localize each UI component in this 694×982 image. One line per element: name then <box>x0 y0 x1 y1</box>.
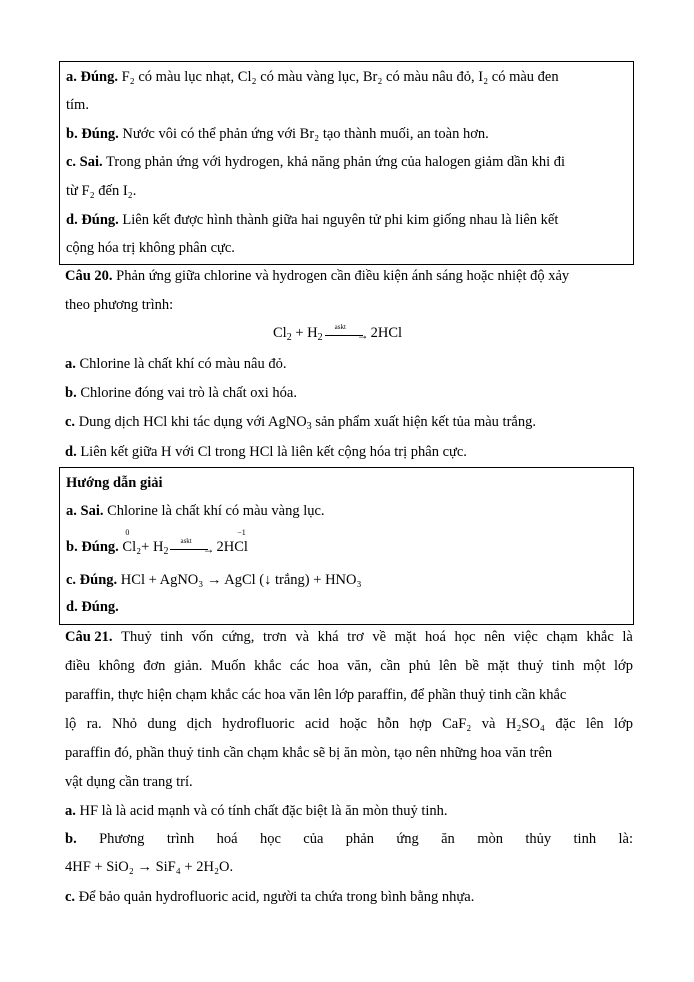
solution-d: d. Đúng. <box>66 599 119 615</box>
word: hoặc <box>339 716 367 732</box>
word: ăn <box>441 831 455 847</box>
word: đơn <box>143 658 166 674</box>
word: chạm <box>546 629 578 645</box>
word: cần <box>380 658 401 674</box>
word: CaF₂ <box>442 716 472 732</box>
question-21-option-b <box>65 830 633 848</box>
word: mặt <box>394 629 417 645</box>
solution-a: a. Sai. Chlorine là chất khí có màu vàng lục. <box>66 503 325 519</box>
word: b. <box>65 831 77 847</box>
solution-title: Hướng dẫn giải <box>66 475 163 491</box>
word: dịch <box>186 716 212 732</box>
word: hydrofluoric <box>222 716 295 732</box>
question-21-line1-words <box>65 628 633 646</box>
question-21-line2 <box>65 657 633 675</box>
answer-a-line2: tím. <box>66 97 89 113</box>
word: Nhỏ <box>111 716 137 732</box>
word: điều <box>65 658 90 674</box>
word: lớp <box>614 716 633 732</box>
question-21-line2-words <box>65 657 633 675</box>
answer-c-line2: từ F₂ đến I₂. <box>66 183 137 199</box>
word: học <box>454 629 476 645</box>
word: là: <box>618 831 633 847</box>
question-21-line4 <box>65 715 633 733</box>
word: mặt <box>487 658 510 674</box>
word: lớp <box>614 658 633 674</box>
word: phủ <box>408 658 431 674</box>
word: trơ <box>347 629 364 645</box>
reaction-arrow: askt → <box>325 325 369 343</box>
word: việc <box>513 629 538 645</box>
word: một <box>582 658 606 674</box>
word: và <box>481 716 496 732</box>
word: Thuỷ <box>121 629 152 645</box>
word: trơn <box>262 629 287 645</box>
question-21-option-c: c. Để bảo quản hydrofluoric acid, người ta chứa trong bình bằng nhựa. <box>65 889 475 905</box>
answer-d-line1: d. Đúng. Liên kết được hình thành giữa hai nguyên tử phi kim giống nhau là liên kết <box>66 212 559 228</box>
question-21-line3: paraffin, thực hiện chạm khắc các hoa văn lên lớp paraffin, để phần thuỷ tinh cần khắc <box>65 687 567 703</box>
question-20-option-a: a. Chlorine là chất khí có màu nâu đỏ. <box>65 356 287 372</box>
word: nên <box>484 629 505 645</box>
word: khắc <box>586 629 614 645</box>
word: tinh <box>573 831 597 847</box>
solution-b: b. Đúng. 0 $Cl_2+ H_2$ askt → 2H −1 Cl <box>66 528 248 557</box>
word: ra. <box>86 716 102 732</box>
word: H₂SO₄ <box>505 716 545 732</box>
question-21-line6: vật dụng cần trang trí. <box>65 774 193 790</box>
answer-d-line2: cộng hóa trị không phân cực. <box>66 240 235 256</box>
word: Câu 21. <box>65 629 113 645</box>
word: dung <box>147 716 177 732</box>
word: bề <box>465 658 479 674</box>
solution-c: c. Đúng. HCl + AgNO₃ → AgCl (↓ trắng) + HNO₃ <box>66 572 362 588</box>
word: thủy <box>525 831 552 847</box>
word: và <box>295 629 310 645</box>
question-20-option-d: d. Liên kết giữa H với Cl trong HCl là liên kết cộng hóa trị phân cực. <box>65 444 467 460</box>
word: hoa <box>317 658 339 674</box>
question-21-line5: paraffin đó, phần thuỷ tinh cần chạm khắc sẽ bị ăn mòn, tạo nên những hoa văn trên <box>65 745 553 761</box>
word: không <box>98 658 135 674</box>
word: lên <box>585 716 604 732</box>
word: Muốn <box>210 658 246 674</box>
word: hợp <box>409 716 432 732</box>
answer-b-line: b. Đúng. Nước vôi có thể phản ứng với Br₂ tạo thành muối, an toàn hơn. <box>66 126 489 142</box>
word: học <box>259 831 281 847</box>
word: acid <box>305 716 330 732</box>
answer-c-line1: c. Sai. Trong phản ứng với hydrogen, khả năng phản ứng của halogen giảm dần khi đi <box>66 154 565 170</box>
question-20-line2: theo phương trình: <box>65 297 174 313</box>
oxidation-state-cl-minus1: −1 Cl <box>234 528 248 555</box>
word: của <box>303 831 324 847</box>
question-21-line1 <box>65 628 633 646</box>
word: giản. <box>173 658 203 674</box>
word: tinh <box>160 629 183 645</box>
word: hoá <box>424 629 446 645</box>
word: vốn <box>191 629 214 645</box>
word: mòn <box>477 831 503 847</box>
word: lộ <box>65 716 77 732</box>
word: trình <box>166 831 195 847</box>
answer-a-line1: a. Đúng. F₂ có màu lục nhạt, Cl₂ có màu vàng lục, Br₂ có màu nâu đỏ, I₂ có màu đen <box>66 69 559 85</box>
reaction-arrow: askt → <box>170 539 214 557</box>
question-20-line1: Câu 20. Phản ứng giữa chlorine và hydrogen cần điều kiện ánh sáng hoặc nhiệt độ xảy <box>65 268 570 284</box>
word: lên <box>439 658 457 674</box>
question-21-equation: 4HF + SiO₂ → SiF₄ + 2H₂O. <box>65 859 234 875</box>
question-21-option-a: a. HF là là acid mạnh và có tính chất đặc biệt là ăn mòn thuỷ tinh. <box>65 803 448 819</box>
word: phản <box>345 831 374 847</box>
word: khá <box>317 629 339 645</box>
solution-box <box>59 467 634 625</box>
question-20-option-b: b. Chlorine đóng vai trò là chất oxi hóa. <box>65 385 297 401</box>
word: là <box>622 629 633 645</box>
word: văn, <box>347 658 372 674</box>
word: Phương <box>99 831 145 847</box>
oxidation-state-cl0: 0 Cl <box>122 528 137 555</box>
word: cứng, <box>221 629 255 645</box>
word: về <box>372 629 386 645</box>
word: ứng <box>396 831 419 847</box>
question-20-option-c: c. Dung dịch HCl khi tác dụng với AgNO$_3$ sản phẩm xuất hiện kết tủa màu trắng. <box>65 414 536 432</box>
answer-box-previous <box>59 61 634 265</box>
question-21-line4-words <box>65 715 633 733</box>
word: hoá <box>216 831 238 847</box>
word: hỗn <box>377 716 400 732</box>
question-20-equation: $Cl_2 + H_2$ askt → 2HCl <box>273 322 403 343</box>
word: khắc <box>254 658 282 674</box>
question-21-option-b-words <box>65 830 633 848</box>
word: thuỷ <box>517 658 544 674</box>
word: đặc <box>555 716 576 732</box>
word: tinh <box>551 658 575 674</box>
word: các <box>289 658 310 674</box>
